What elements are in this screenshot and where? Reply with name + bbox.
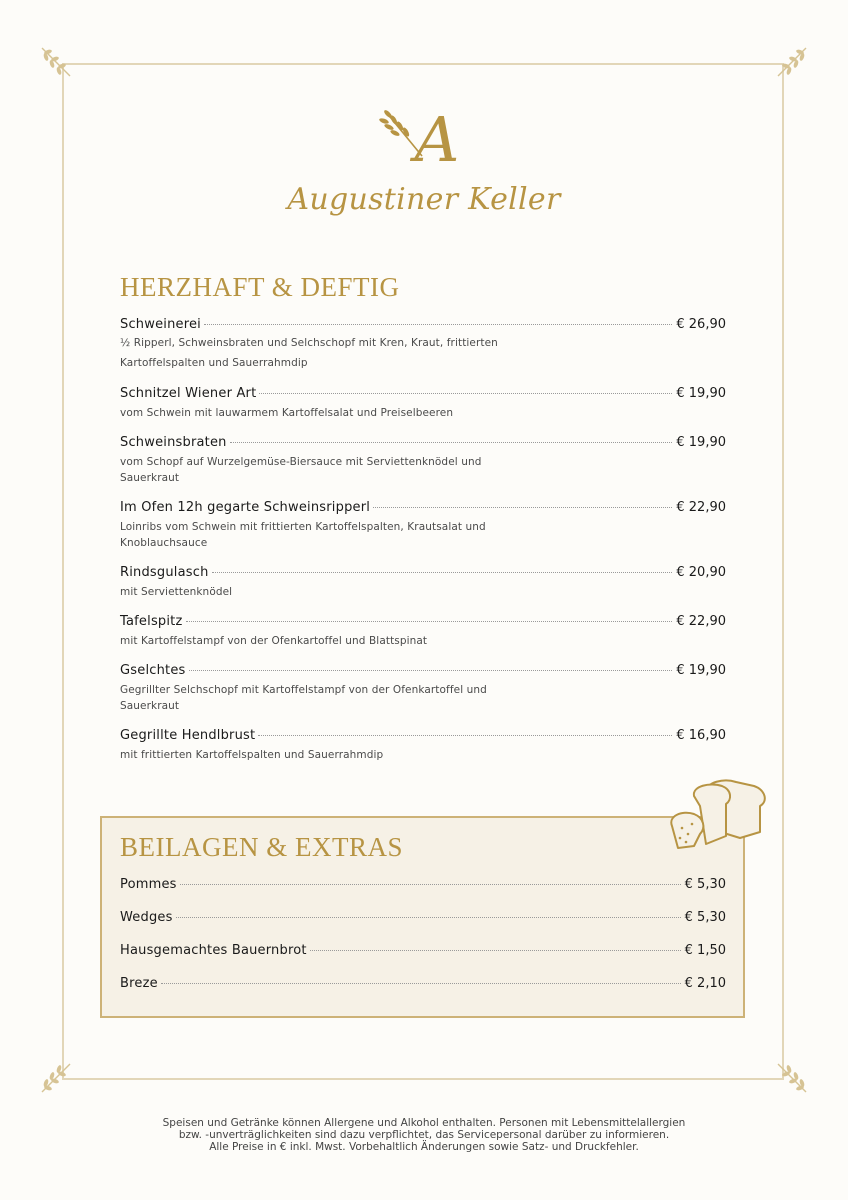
menu-item xyxy=(120,500,726,551)
item-name: Schnitzel Wiener Art xyxy=(120,386,257,401)
item-price: € 19,90 xyxy=(676,663,726,678)
dot-leader xyxy=(258,735,672,736)
brand-logo xyxy=(0,104,848,217)
wheat-corner-icon xyxy=(38,44,78,84)
item-name: Hausgemachtes Bauernbrot xyxy=(120,943,307,958)
item-name: Schweinsbraten xyxy=(120,435,227,450)
item-price: € 22,90 xyxy=(676,500,726,515)
footer-line-3: Alle Preise in € inkl. Mwst. Vorbehaltlich Änderungen sowie Satz- und Druckfehler. xyxy=(209,1141,639,1153)
item-price: € 5,30 xyxy=(684,910,726,925)
item-description: mit Serviettenknödel xyxy=(120,586,233,598)
dot-leader xyxy=(230,442,673,443)
item-price: € 19,90 xyxy=(676,435,726,450)
item-price: € 2,10 xyxy=(684,976,726,991)
footer-line-2: bzw. -unverträglichkeiten sind dazu verpflichtet, das Servicepersonal darüber zu informieren. xyxy=(178,1129,670,1141)
item-price: € 16,90 xyxy=(676,728,726,743)
item-price: € 20,90 xyxy=(676,565,726,580)
logo-letter: A xyxy=(414,103,460,176)
menu-item xyxy=(120,386,726,421)
menu-item xyxy=(120,728,726,763)
allergen-footer xyxy=(0,1117,848,1153)
wheat-corner-icon xyxy=(770,44,810,84)
frame-bottom-line xyxy=(62,1078,784,1080)
dot-leader xyxy=(373,507,672,508)
item-name: Im Ofen 12h gegarte Schweinsripperl xyxy=(120,500,371,515)
item-description: ½ Ripperl, Schweinsbraten und Selchschopf mit Kren, Kraut, frittierten Kartoffelspalten und Sauerrahmdip xyxy=(120,337,498,369)
dot-leader xyxy=(259,393,672,394)
item-price: € 1,50 xyxy=(684,943,726,958)
menu-item xyxy=(120,910,726,928)
logo-name: Augustiner Keller xyxy=(287,182,561,217)
item-name: Tafelspitz xyxy=(120,614,183,629)
section-title-extras: BEILAGEN & EXTRAS xyxy=(120,832,403,862)
footer-line-1: Speisen und Getränke können Allergene und Alkohol enthalten. Personen mit Lebensmittelallergien xyxy=(162,1117,686,1129)
menu-item xyxy=(120,976,726,994)
menu-item xyxy=(120,317,726,373)
item-name: Gegrillte Hendlbrust xyxy=(120,728,256,743)
item-price: € 19,90 xyxy=(676,386,726,401)
item-name: Gselchtes xyxy=(120,663,186,678)
frame-top-line xyxy=(62,63,784,65)
dot-leader xyxy=(189,670,673,671)
menu-item xyxy=(120,565,726,600)
dot-leader xyxy=(161,983,681,984)
dot-leader xyxy=(212,572,673,573)
item-price: € 26,90 xyxy=(676,317,726,332)
menu-item xyxy=(120,877,726,895)
dot-leader xyxy=(176,917,681,918)
item-name: Wedges xyxy=(120,910,173,925)
item-name: Breze xyxy=(120,976,158,991)
item-price: € 5,30 xyxy=(684,877,726,892)
item-name: Pommes xyxy=(120,877,177,892)
item-description: vom Schwein mit lauwarmem Kartoffelsalat und Preiselbeeren xyxy=(120,407,454,419)
item-description: mit frittierten Kartoffelspalten und Sauerrahmdip xyxy=(120,749,384,761)
item-price: € 22,90 xyxy=(676,614,726,629)
wheat-corner-icon xyxy=(38,1056,78,1096)
dot-leader xyxy=(310,950,681,951)
menu-item xyxy=(120,614,726,649)
wheat-corner-icon xyxy=(770,1056,810,1096)
dot-leader xyxy=(204,324,672,325)
item-name: Rindsgulasch xyxy=(120,565,209,580)
item-description: Gegrillter Selchschopf mit Kartoffelstampf von der Ofenkartoffel und Sauerkraut xyxy=(120,684,487,712)
section-title-mains: HERZHAFT & DEFTIG xyxy=(120,272,400,302)
item-description: mit Kartoffelstampf von der Ofenkartoffel und Blattspinat xyxy=(120,635,428,647)
dot-leader xyxy=(180,884,681,885)
menu-item xyxy=(120,943,726,961)
item-description: vom Schopf auf Wurzelgemüse-Biersauce mit Serviettenknödel und Sauerkraut xyxy=(120,456,482,484)
item-description: Loinribs vom Schwein mit frittierten Kartoffelspalten, Krautsalat und Knoblauchsauce xyxy=(120,521,486,549)
dot-leader xyxy=(186,621,673,622)
menu-item xyxy=(120,663,726,714)
item-name: Schweinerei xyxy=(120,317,201,332)
bread-icon xyxy=(666,776,770,852)
menu-item xyxy=(120,435,726,486)
